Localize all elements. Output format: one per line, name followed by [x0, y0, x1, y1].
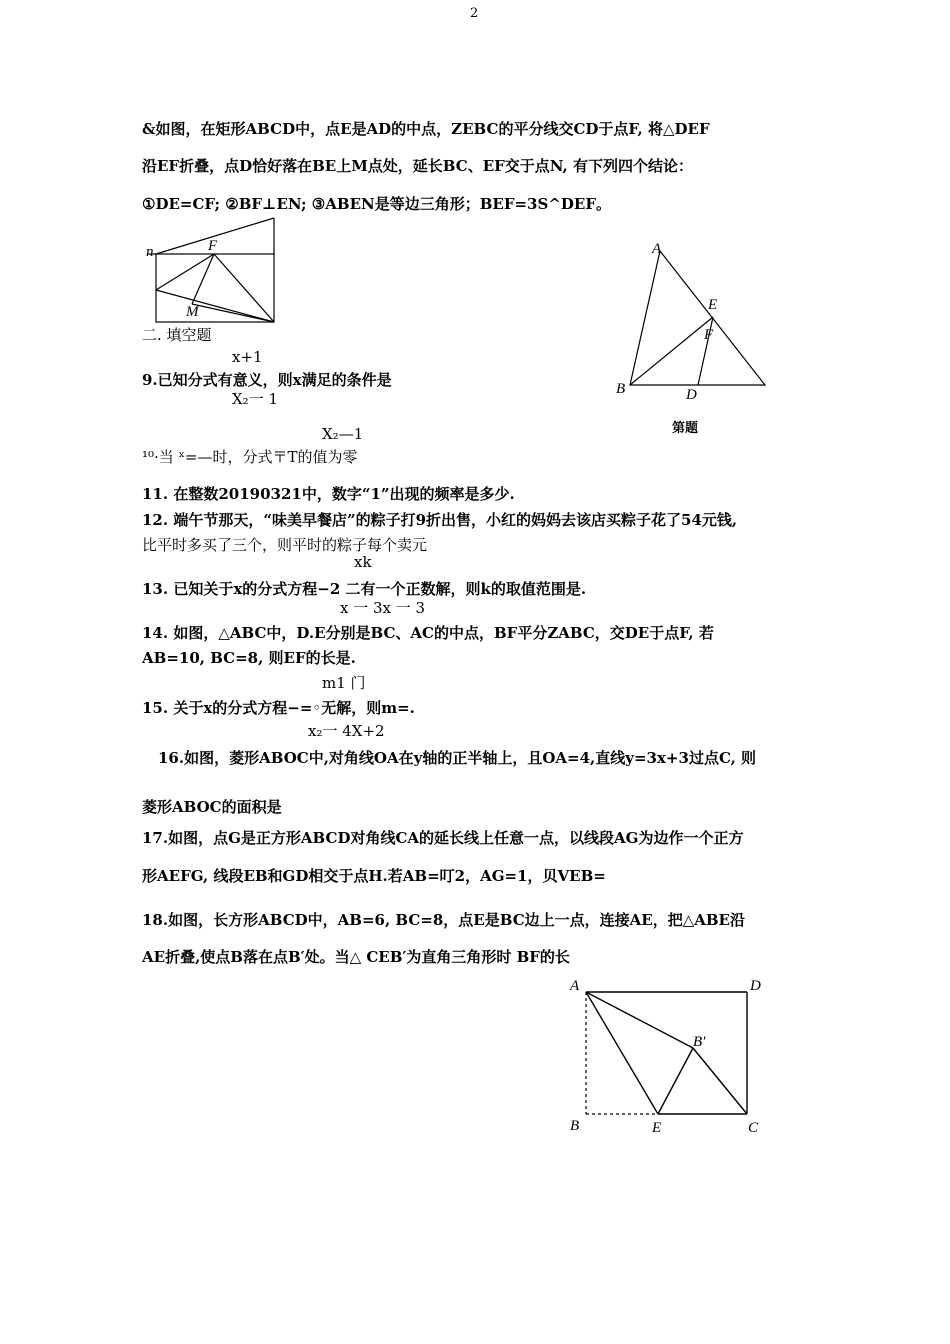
q10-text: ¹⁰·当 ˣ=—时，分式〒T的值为零 [142, 448, 358, 466]
q15-numerator: m1 门 [322, 674, 366, 692]
fig18-label-D: D [750, 978, 761, 994]
fig18-label-Bprime: B′ [693, 1034, 706, 1050]
q15-denominator: x₂一 4X+2 [308, 722, 385, 740]
fig18-label-A: A [570, 978, 580, 994]
q18-line2: AE折叠,使点B落在点B′处。当△ CEB′为直角三角形时 BF的长 [142, 948, 570, 966]
q17-line2: 形AEFG, 线段EB和GD相交于点H.若AB=叮2，AG=1，贝VEB= [142, 867, 606, 885]
fig14-caption: 第题 [672, 420, 699, 435]
q16-line2: 菱形ABOC的面积是 [142, 798, 282, 816]
q13-denominator: x 一 3x 一 3 [340, 599, 426, 617]
fig8-label-F: F [208, 238, 218, 254]
q16-line1: 16.如图，菱形ABOC中,对角线OA在y轴的正半轴上，且OA=4,直线y=3x+3过点C, 则 [158, 749, 757, 767]
fig8-label-n: n [146, 244, 154, 260]
q13-numerator: xk [354, 553, 372, 571]
q14-line1: 14. 如图，△ABC中，D.E分别是BC、AC的中点，BF平分ZABC，交DE于点F, 若 [142, 624, 714, 642]
q11-text: 11. 在整数20190321中，数字“1”出现的频率是多少. [142, 485, 515, 503]
fig14-label-D: D [686, 387, 697, 403]
q8-line2: 沿EF折叠，点D恰好落在BE上M点处，延长BC、EF交于点N, 有下列四个结论： [142, 157, 693, 175]
q9-denominator: X₂一 1 [232, 390, 279, 408]
figure-q14 [610, 235, 780, 435]
q17-line1: 17.如图，点G是正方形ABCD对角线CA的延长线上任意一点，以线段AG为边作一个正方 [142, 829, 744, 847]
fig18-label-B: B [570, 1118, 580, 1134]
fig14-label-F: F [704, 327, 714, 343]
section-heading: 二. 填空题 [142, 326, 212, 344]
figure-q18 [560, 972, 770, 1142]
q14-line2: AB=10, BC=8, 则EF的长是. [142, 649, 356, 667]
q9-text: 9.已知分式有意义，则x满足的条件是 [142, 371, 392, 389]
q8-line3: ①DE=CF; ②BF⊥EN; ③ABEN是等边三角形；BEF=3S^DEF。 [142, 195, 611, 213]
q12-line1: 12. 端午节那天，“味美早餐店”的粽子打9折出售，小红的妈妈去该店买粽子花了54元钱, [142, 511, 738, 529]
q12-line2: 比平时多买了三个，则平时的粽子每个卖元 [142, 536, 428, 554]
fig14-label-B: B [616, 381, 626, 397]
q8-line1: &如图，在矩形ABCD中，点E是AD的中点，ZEBC的平分线交CD于点F, 将△DEF [142, 120, 710, 138]
fig14-label-E: E [708, 297, 718, 313]
page-number: 2 [470, 6, 479, 21]
q18-line1: 18.如图，长方形ABCD中，AB=6, BC=8，点E是BC边上一点，连接AE，把△ABE沿 [142, 911, 745, 929]
q13-text: 13. 已知关于x的分式方程−2 二有一个正数解，则k的取值范围是. [142, 580, 587, 598]
fig18-label-C: C [748, 1120, 759, 1136]
q9-numerator: x+1 [232, 348, 263, 366]
figure-q8 [140, 212, 290, 327]
q15-text: 15. 关于x的分式方程−=◦无解，则m=. [142, 699, 415, 717]
fig14-label-A: A [652, 241, 662, 257]
fig18-label-E: E [652, 1120, 662, 1136]
fig8-label-M: M [186, 304, 199, 320]
q10-numerator: X₂—1 [322, 425, 364, 443]
